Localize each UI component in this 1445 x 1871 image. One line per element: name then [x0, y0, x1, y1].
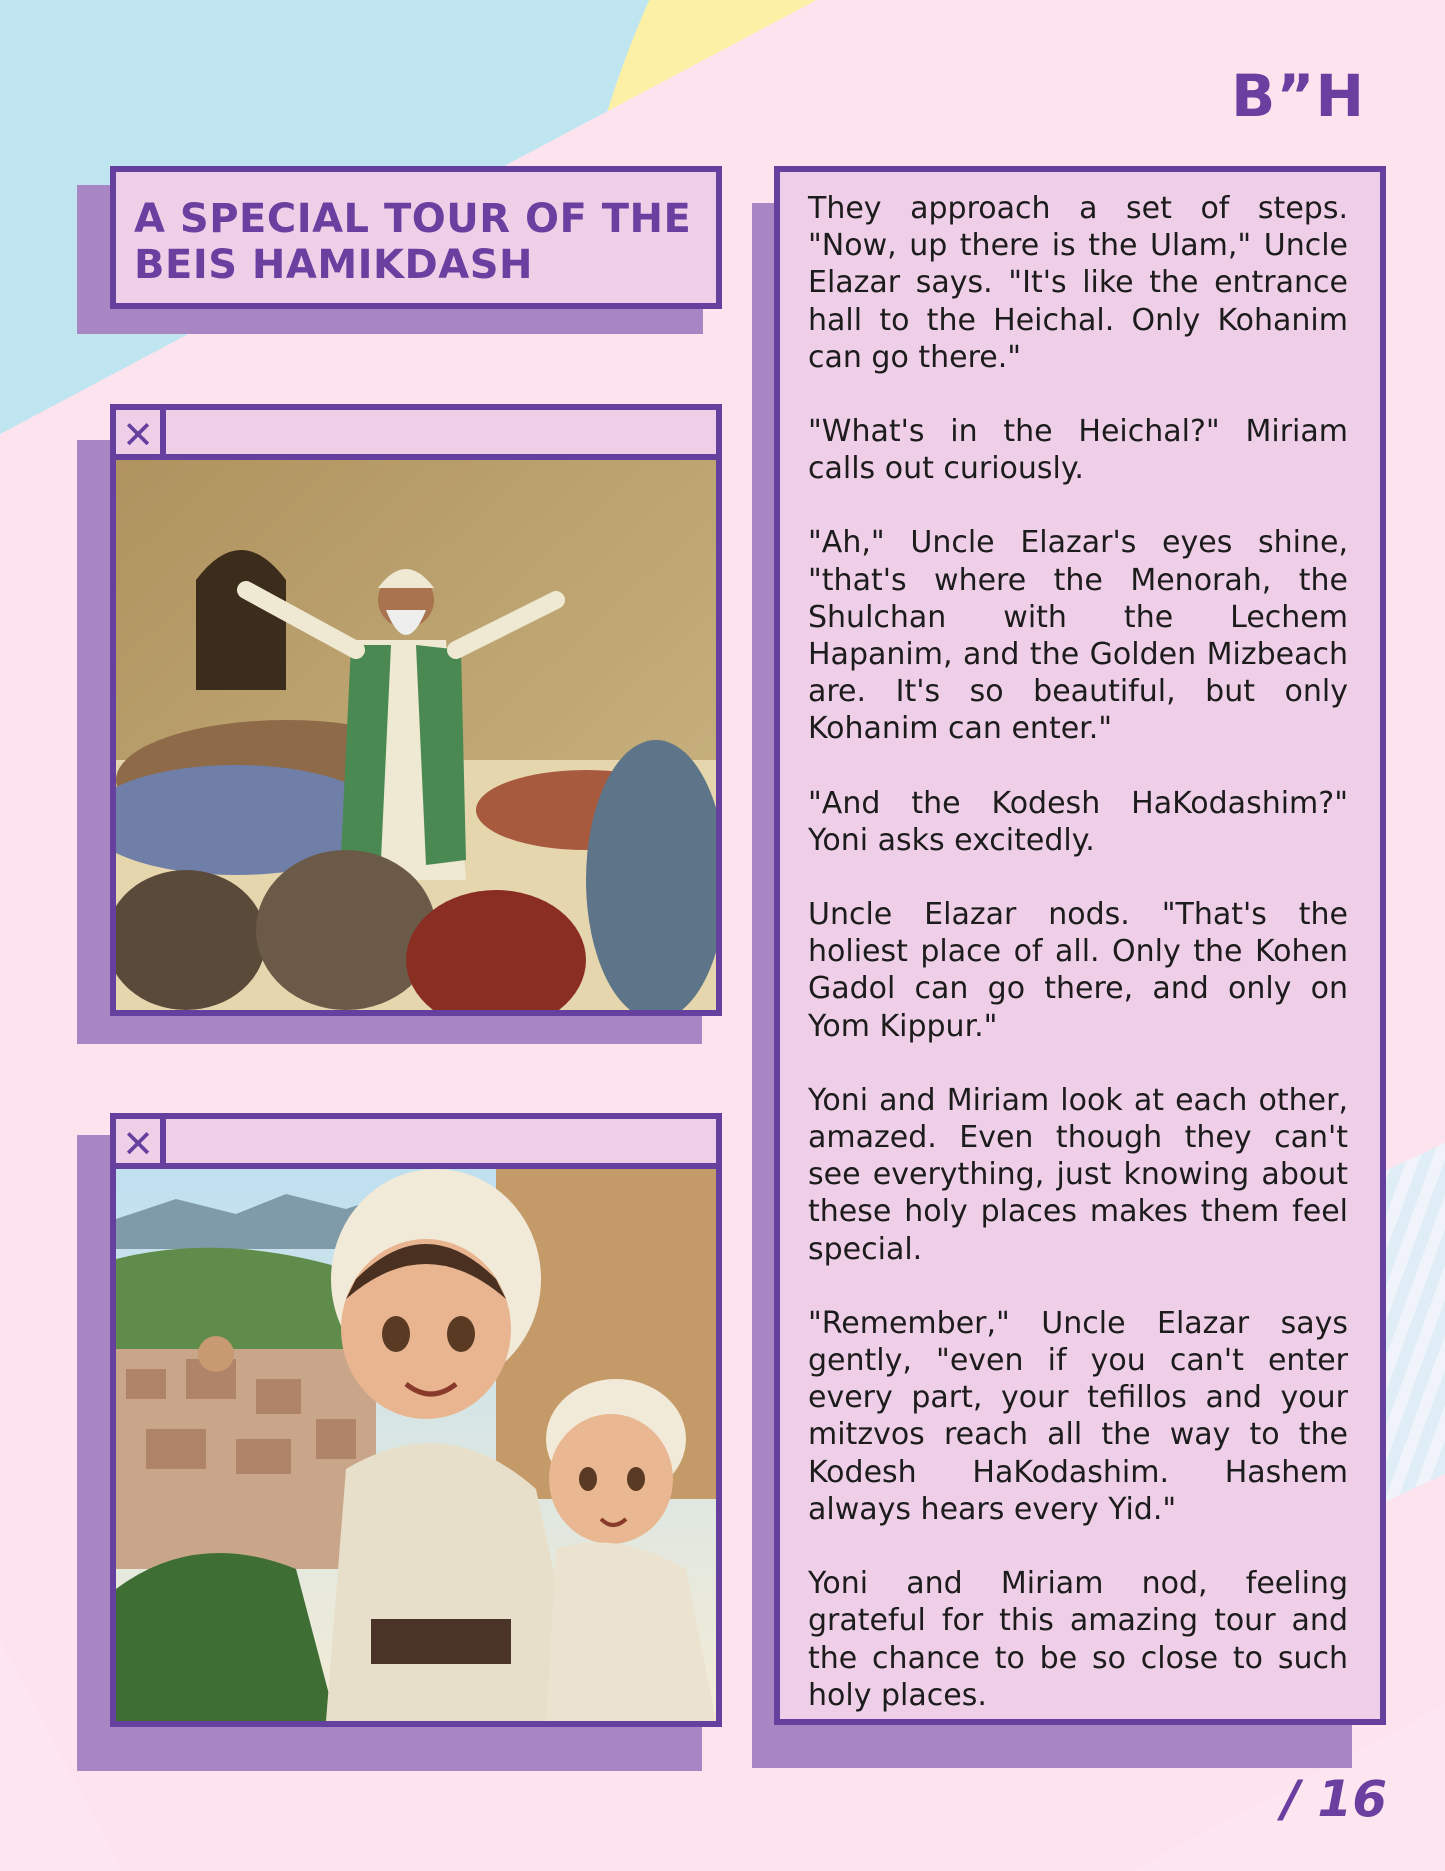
story-text [808, 190, 1348, 1714]
elder-speaking-illustration [116, 460, 716, 1010]
title-box [110, 166, 722, 309]
story-paragraph: "And the Kodesh HaKodashim?" Yoni asks excitedly. [808, 785, 1348, 858]
story-paragraph: Yoni and Miriam look at each other, amazed. Even though they can't see everything, just knowing about these holy places makes them feel special. [808, 1082, 1348, 1267]
window-titlebar [116, 1119, 716, 1169]
story-paragraph: Yoni and Miriam nod, feeling grateful for this amazing tour and the chance to be so close to such holy places. [808, 1566, 1348, 1713]
page-title: A SPECIAL TOUR OF THE BEIS HAMIKDASH [134, 196, 692, 288]
window-titlebar [116, 410, 716, 460]
story-paragraph: Uncle Elazar nods. "That's the holiest place of all. Only the Kohen Gadol can go there, and only on Yom Kippur." [808, 897, 1348, 1044]
image-window-2 [110, 1113, 722, 1727]
story-paragraph: "Remember," Uncle Elazar says gently, "even if you can't enter every part, your tefillos and your mitzvos reach all the way to the Kodesh HaKodashim. Hashem always hears every Yid." [808, 1305, 1348, 1527]
story-panel [774, 166, 1386, 1725]
image-window-1 [110, 404, 722, 1016]
close-icon[interactable]: ✕ [116, 410, 166, 460]
close-icon[interactable]: ✕ [116, 1119, 166, 1169]
story-paragraph: "Ah," Uncle Elazar's eyes shine, "that's where the Menorah, the Shulchan with the Lechem Hapanim, and the Golden Mizbeach are. It's so beautiful, but only Kohanim can enter." [808, 525, 1348, 747]
children-overlooking-city-illustration [116, 1169, 716, 1721]
story-paragraph: They approach a set of steps. "Now, up there is the Ulam," Uncle Elazar says. "It's like the entrance hall to the Heichal. Only Kohanim can go there." [808, 191, 1348, 375]
bh-mark: B”H [1231, 62, 1365, 130]
page-number: / 16 [1281, 1770, 1387, 1828]
story-paragraph: "What's in the Heichal?" Miriam calls out curiously. [808, 414, 1348, 487]
